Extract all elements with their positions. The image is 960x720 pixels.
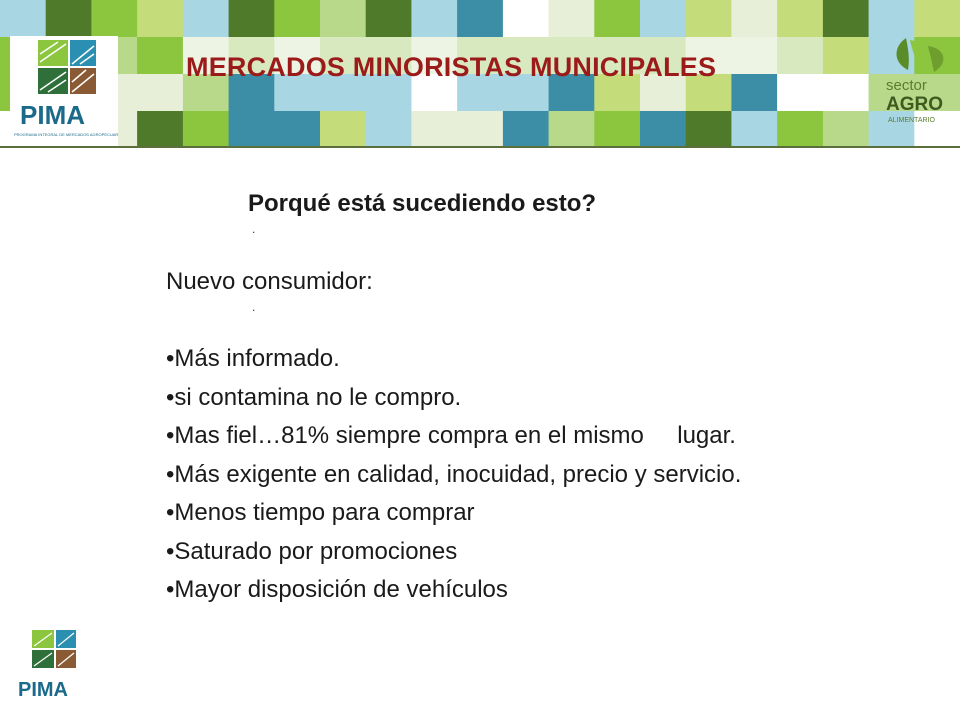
mosaic-tile: [183, 111, 229, 148]
mosaic-tile: [823, 37, 869, 75]
mosaic-tile: [686, 111, 732, 148]
mosaic-tile: [183, 0, 229, 38]
bullet-item: •Mas fiel…81% siempre compra en el mismo lugar.: [166, 422, 736, 449]
bullet-item: •Más informado.: [166, 345, 340, 372]
mosaic-tile: [823, 74, 869, 112]
dot-marker: .: [252, 222, 256, 236]
pima-footer-icon: [14, 628, 88, 710]
mosaic-tile: [46, 0, 92, 38]
consumer-label: Nuevo consumidor:: [166, 268, 373, 295]
bullet-item: •Saturado por promociones: [166, 537, 458, 565]
mosaic-tile: [594, 0, 640, 38]
mosaic-tile: [777, 0, 823, 38]
mosaic-tile: [137, 0, 183, 38]
mosaic-tile: [457, 0, 503, 38]
mosaic-tile: [274, 111, 320, 148]
agro-line1: sector: [886, 77, 927, 94]
mosaic-tile: [229, 111, 275, 148]
banner-divider: [0, 146, 960, 148]
leaf-icon: [884, 32, 958, 132]
mosaic-tile: [457, 111, 503, 148]
mosaic-tile: [366, 0, 412, 38]
bullet-item: •Menos tiempo para comprar: [166, 499, 475, 526]
mosaic-tile: [137, 74, 183, 112]
page-title: MERCADOS MINORISTAS MUNICIPALES: [186, 52, 717, 82]
pima-footer-text: PIMA: [18, 679, 68, 701]
mosaic-tile: [731, 0, 777, 38]
mosaic-tile: [411, 111, 457, 148]
pima-logo-icon: [10, 36, 118, 146]
mosaic-tile: [274, 0, 320, 38]
bullet-item: •si contamina no le compro.: [166, 383, 462, 411]
bullet-item: •Más exigente en calidad, inocuidad, precio y servicio.: [166, 460, 742, 488]
section-heading: Porqué está sucediendo esto?: [248, 190, 597, 217]
mosaic-tile: [686, 0, 732, 38]
mosaic-tile: [137, 111, 183, 148]
mosaic-tile: [503, 0, 549, 38]
mosaic-tile: [91, 0, 137, 38]
mosaic-tile: [320, 111, 366, 148]
mosaic-tile: [137, 37, 183, 75]
mosaic-tile: [594, 111, 640, 148]
mosaic-tile: [777, 111, 823, 148]
bullet-list: [166, 340, 806, 610]
dot-marker-2: .: [252, 300, 256, 314]
mosaic-tile: [366, 111, 412, 148]
pima-footer-logo: [14, 628, 88, 710]
mosaic-tile: [503, 111, 549, 148]
agro-line2: AGRO: [886, 94, 943, 115]
mosaic-tile: [640, 111, 686, 148]
mosaic-tile: [823, 111, 869, 148]
mosaic-tile: [229, 0, 275, 38]
mosaic-tile: [0, 0, 46, 38]
agro-line3: ALIMENTARIO: [888, 117, 935, 124]
bullet-item: •Mayor disposición de vehículos: [166, 576, 508, 603]
pima-logo-text: PIMA: [20, 100, 85, 130]
mosaic-tile: [411, 0, 457, 38]
mosaic-tile: [549, 111, 595, 148]
pima-logo-caption: PROGRAMA INTEGRAL DE MERCADOS AGROPECUARIOS: [14, 132, 118, 137]
mosaic-tile: [823, 0, 869, 38]
pima-logo: [10, 36, 118, 146]
mosaic-tile: [731, 111, 777, 148]
mosaic-tile: [549, 0, 595, 38]
mosaic-tile: [320, 0, 366, 38]
mosaic-tile: [640, 0, 686, 38]
sector-agro-logo: [884, 32, 958, 132]
